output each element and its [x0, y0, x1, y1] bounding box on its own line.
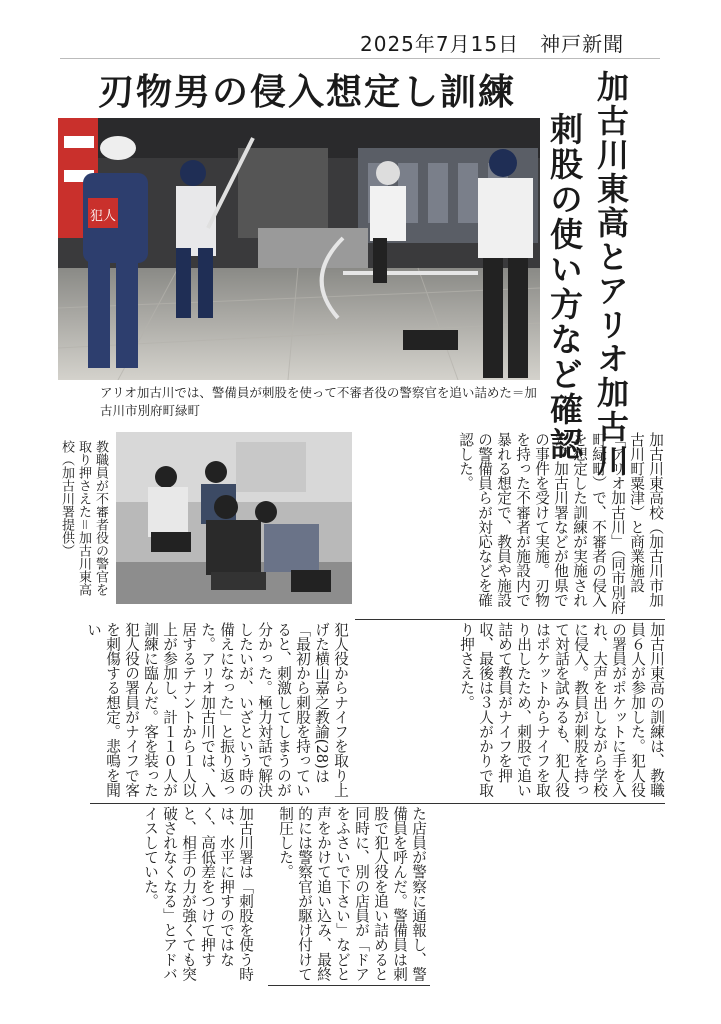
subhead-2: 刺股の使い方など確認 [545, 112, 584, 462]
photo-school-drill [116, 432, 352, 604]
article-body-1: 加古川東高校（加古川市加古川町粟津）と商業施設「アリオ加古川」（同市別府町緑町）で、不審者の侵入を想定した訓練が実施された。加古川署などが他県での事件を受けて実施。刃物を持った不審者が施設内で暴れる想定で、教員や施設の警備員らが対応などを確認した。 [457, 432, 664, 615]
column-divider [90, 803, 665, 804]
dateline: 2025年7月15日 神戸新聞 [360, 32, 625, 56]
subhead-1: 加古川東高とアリオ加古川 [592, 70, 630, 478]
article-body-2: 加古川東高の訓練は、教職員６人が参加した。犯人役の署員がポケットに手を入れ、大声を出しながら学校に侵入。教員が刺股を持って対話を試みるも、犯人役はポケットからナイフを取り出したため、刺股で追い詰めて教員がナイフを押収、最後は３人がかりで取り押さえた。 [458, 622, 665, 798]
photo-mall-drill [58, 118, 540, 380]
headline: 刃物男の侵入想定し訓練 [97, 71, 516, 113]
top-rule [60, 58, 660, 59]
column-divider [355, 619, 665, 620]
article-body-5: 加古川署は「刺股を使う時は、水平に押すのではなく、高低差をつけて押すと、相手の力が強くても突破されなくなる」とアドバイスしていた。 [142, 806, 254, 982]
photo1-caption: アリオ加古川では、警備員が刺股を使って不審者役の警察官を追い詰めた＝加古川市別府町緑町 [100, 385, 537, 418]
article-body-4: た店員が警察に通報し、警備員を呼んだ。警備員は刺股で犯人役を追い詰めると同時に、別の店員が「ドアをふさいで下さい」などと声をかけて追い込み、最終的には警察官が駆け付けて制圧した。 [277, 806, 427, 982]
bottom-rule [268, 985, 430, 986]
suspect-sign-label: 犯人 [89, 209, 117, 224]
article-body-3: 犯人役からナイフを取り上げた横山嘉之教諭(28)は「最初から刺股を持っていると、刺激してしまうのが分かった。極力対話で解決したいが、いざという時の備えになった」と振り返った。アリオ加古川では、入居するテナントから１人以上が参加し、計１１０人が訓練に臨んだ。客を装った犯人役の署員がナイフで客を刺傷する想定。悲鳴を聞い [85, 622, 349, 798]
photo2-caption: 教職員が不審者役の警官を取り押さえた＝加古川東高校（加古川署提供） [59, 440, 108, 597]
